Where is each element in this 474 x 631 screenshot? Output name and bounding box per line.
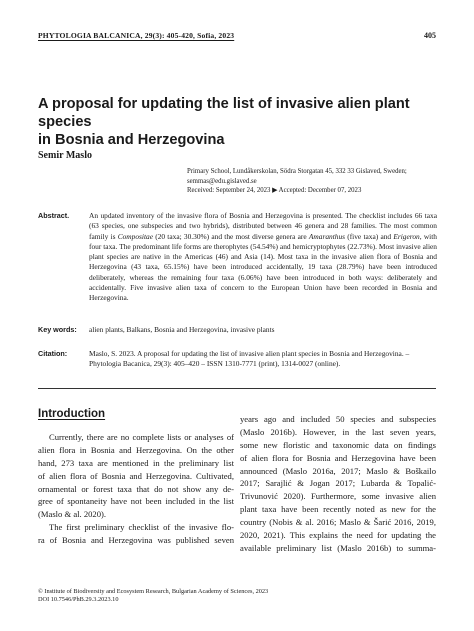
affiliation-block [187, 167, 442, 196]
copyright-notice: © Institute of Biodiversity and Ecosystem Research, Bulgarian Academy of Sciences, 2023 [38, 588, 269, 595]
body-line: gree of spontaneity have not been included in the list [38, 496, 234, 507]
citation-text: Maslo, S. 2023. A proposal for updating the list of invasive alien plant species in Bosnia and Herzegovina. – Phytologia Bacanica, 29(3): 405–420 – ISSN 1310-7771 (print), 1314-0027 (online). [89, 349, 410, 369]
page-number: 405 [424, 31, 436, 40]
intro-left-column [38, 431, 234, 547]
section-divider [38, 388, 436, 389]
body-line: 2017; Sarajlić & Jogan 2017; Lubarda & Topalić- [240, 478, 436, 489]
abstract-label: Abstract. [38, 211, 70, 220]
affiliation-address: Primary School, Lundåkerskolan, Södra Storgatan 45, 332 33 Gislaved, Sweden; [187, 168, 407, 175]
body-line: Trivunović 2020). Furthermore, some invasive alien [240, 491, 436, 502]
body-line: plant taxa have been recently noted as new for the [240, 504, 436, 515]
received-accepted-dates: Received: September 24, 2023 ▶ Accepted: December 07, 2023 [187, 187, 362, 195]
body-line: 2020, 2021). This explains the need for updating the [240, 530, 436, 541]
body-line: The first preliminary checklist of the invasive flo- [49, 522, 234, 533]
body-line: some new floristic and taxonomic data on findings [240, 439, 436, 450]
citation-label: Citation: [38, 349, 68, 358]
article-title [38, 95, 438, 149]
title-line: in Bosnia and Herzegovina [38, 132, 225, 148]
body-line: announced (Maslo 2016a, 2017; Maslo & Boškailo [240, 465, 436, 476]
body-line: Currently, there are no complete lists or analyses of [49, 432, 234, 442]
running-header [38, 31, 436, 43]
body-line: country (Nobis & al. 2016; Maslo & Šarić 2016, 2019, [240, 517, 436, 528]
author-name: Semir Maslo [38, 150, 92, 161]
body-line: available preliminary list (Maslo 2016b) to summa- [240, 542, 436, 553]
body-line: years ago and included 50 species and subspecies [240, 414, 436, 424]
keywords-label: Key words: [38, 325, 77, 334]
body-line: hand, 273 taxa are mentioned in the preliminary list [38, 457, 234, 468]
body-line: of alien flora for Bosnia and Herzegovina have been [240, 452, 436, 463]
title-line: A proposal for updating the list of invasive alien plant species [38, 96, 410, 130]
body-line: of alien flora of Bosnia and Herzegovina. Cultivated, [38, 470, 234, 481]
page-footer [38, 588, 268, 604]
keywords-text: alien plants, Balkans, Bosnia and Herzegovina, invasive plants [89, 325, 275, 334]
introduction-heading: Introduction [38, 408, 106, 420]
abstract-text: An updated inventory of the invasive flora of Bosnia and Herzegovina is presented. The checklist includes 66 taxa (63 species, one subspecies and two hybrids), distributed between 46 genera and 28 families. The most common family is Compositae (20 taxa; 30.30%) and the most diverse genera are Amaranthus (five taxa) and Erigeron, with four taxa. The predominant life forms are therophytes (54.54%) and hemicryptophytes (22.73%). Most invasive alien plant species are native in the Americas (46) and Asia (14). Most taxa in the invasive alien flora of Bosnia and Herzegovina (43 taxa, 65.15%) have been introduced accidentally, 19 taxa (28.79%) have been introduced deliberately, whereas the remaining four taxa (6.06%) have been introduced in both ways: deliberately and accidentally. Five invasive alien taxa of concern to the European Union have been recorded in Bosnia and Herzegovina. [89, 211, 437, 303]
author-email[interactable]: semmas@edu.gislaved.se [187, 177, 257, 185]
intro-right-column [240, 413, 436, 555]
body-line: ra of Bosnia and Herzegovina was published seven [38, 535, 234, 546]
doi: DOI 10.7546/PhB.29.3.2023.10 [38, 596, 119, 604]
body-line: ornamental or forest taxa that do not show any de- [38, 483, 234, 494]
body-line: (Maslo & al. 2020). [38, 509, 107, 520]
body-line: (Maslo 2016b). However, in the last seven years, [240, 426, 436, 437]
body-line: alien flora in Bosnia and Herzegovina. On the other [38, 444, 234, 455]
journal-citation: PHYTOLOGIA BALCANICA, 29(3): 405-420, Sofia, 2023 [38, 31, 235, 40]
